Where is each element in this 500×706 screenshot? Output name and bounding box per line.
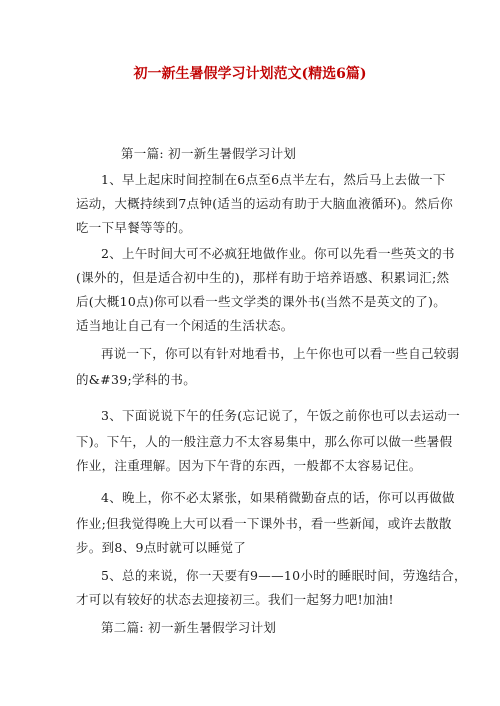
paragraph-line: 2、上午时间大可不必疯狂地做作业。你可以先看一些英文的书: [101, 246, 455, 261]
paragraph-line: 3、下面说说下午的任务(忘记说了，午饭之前你也可以去运动一: [101, 408, 461, 423]
paragraph-line: 下)。下午，人的一般注意力不太容易集中，那么你可以做一些暑假: [76, 434, 453, 449]
paragraph-line: 步。到8、9点时就可以睡觉了: [76, 540, 247, 555]
section-heading-1: 第一篇: 初一新生暑假学习计划: [121, 146, 297, 161]
paragraph-line: (课外的，但是适合初中生的)，那样有助于培养语感、积累词汇;然: [76, 270, 450, 285]
paragraph-line: 4、晚上，你不必太紧张，如果稍微勤奋点的话，你可以再做做: [101, 490, 455, 505]
paragraph-line: 吃一下早餐等等的。: [76, 220, 192, 235]
paragraph-line: 5、总的来说，你一天要有9——10小时的睡眠时间，劳逸结合，: [101, 568, 467, 583]
paragraph-line: 作业;但我觉得晚上大可以看一下课外书，看一些新闻，或许去散散: [76, 516, 452, 531]
paragraph-line: 再说一下，你可以有针对地看书，上午你也可以看一些自己较弱: [101, 346, 460, 361]
paragraph-line: 才可以有较好的状态去迎接初三。我们一起努力吧!加油!: [76, 592, 394, 607]
paragraph-line: 后(大概10点)你可以看一些文学类的课外书(当然不是英文的了)。: [76, 294, 447, 309]
paragraph-line: 运动，大概持续到7点钟(适当的运动有助于大脑血液循环)。然后你: [76, 196, 454, 211]
paragraph-line: 适当地让自己有一个闲适的生活状态。: [76, 318, 294, 333]
paragraph-line: 1、早上起床时间控制在6点至6点半左右，然后马上去做一下: [101, 172, 446, 187]
paragraph-line: 的&#39;学科的书。: [76, 372, 197, 387]
document-title: 初一新生暑假学习计划范文(精选6篇): [133, 66, 367, 82]
section-heading-2: 第二篇: 初一新生暑假学习计划: [101, 620, 277, 635]
paragraph-line: 作业，注重理解。因为下午背的东西，一般都不太容易记住。: [76, 458, 422, 473]
